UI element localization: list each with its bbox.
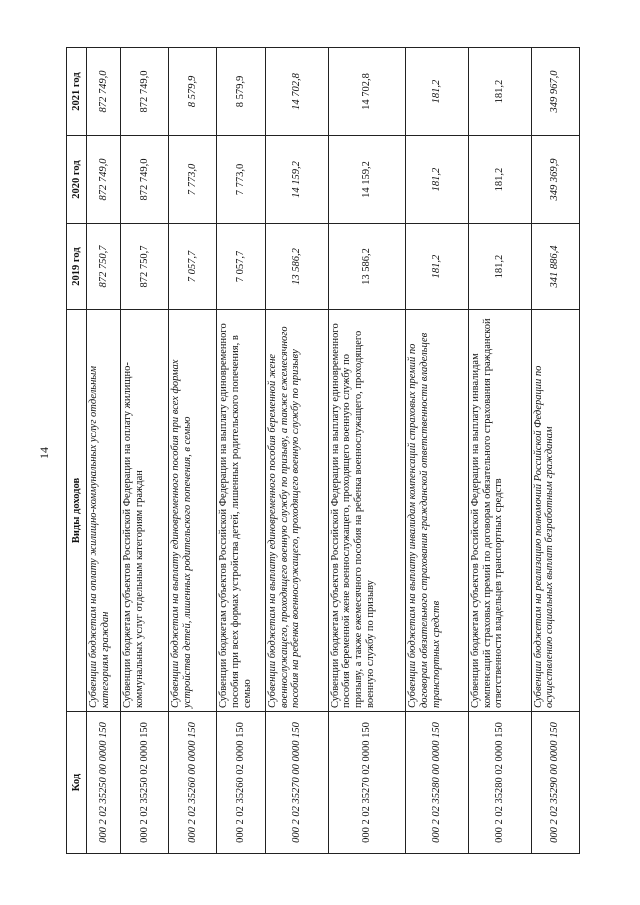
row-value-2019: 13 586,2 — [265, 224, 328, 310]
row-value-2020: 872 749,0 — [120, 136, 168, 224]
row-value-2020: 872 749,0 — [87, 136, 121, 224]
rotated-table-frame — [66, 48, 580, 854]
row-value-2021: 872 749,0 — [87, 48, 121, 136]
row-value-2020: 349 369,9 — [531, 136, 579, 224]
header-revenue-type: Виды доходов — [67, 310, 87, 712]
row-value-2020: 14 159,2 — [265, 136, 328, 224]
header-code: Код — [67, 712, 87, 854]
row-value-2020: 7 773,0 — [217, 136, 265, 224]
row-code: 000 2 02 35290 00 0000 150 — [531, 712, 579, 854]
row-revenue-type: Субвенции бюджетам на выплату единовременного пособия при всех формах устройства детей, лишенных родительского попечения, в семью — [169, 310, 217, 712]
row-code: 000 2 02 35250 02 0000 150 — [120, 712, 168, 854]
row-revenue-type: Субвенции бюджетам субъектов Российской Федерации на выплату инвалидам компенсаций страховых премий по договорам обязательного страхования гражданской ответственности владельцев транспортных средств — [468, 310, 531, 712]
row-value-2019: 7 057,7 — [217, 224, 265, 310]
row-code: 000 2 02 35270 02 0000 150 — [328, 712, 405, 854]
table-row — [468, 48, 531, 854]
row-value-2020: 181,2 — [405, 136, 468, 224]
budget-revenue-table — [66, 47, 580, 854]
row-value-2019: 13 586,2 — [328, 224, 405, 310]
table-row — [531, 48, 579, 854]
header-2021: 2021 год — [67, 48, 87, 136]
table-row — [328, 48, 405, 854]
table-row — [120, 48, 168, 854]
row-value-2019: 872 750,7 — [120, 224, 168, 310]
row-value-2021: 349 967,0 — [531, 48, 579, 136]
row-code: 000 2 02 35260 02 0000 150 — [217, 712, 265, 854]
table-row — [169, 48, 217, 854]
table-body — [87, 48, 580, 854]
budget-table-container — [66, 48, 580, 854]
row-code: 000 2 02 35280 00 0000 150 — [405, 712, 468, 854]
row-value-2020: 7 773,0 — [169, 136, 217, 224]
table-row — [405, 48, 468, 854]
row-revenue-type: Субвенции бюджетам субъектов Российской Федерации на выплату единовременного пособия при всех формах устройства детей, лишенных родительского попечения, в семью — [217, 310, 265, 712]
row-revenue-type: Субвенции бюджетам субъектов Российской Федерации на оплату жилищно-коммунальных услуг отдельным категориям граждан — [120, 310, 168, 712]
row-value-2020: 14 159,2 — [328, 136, 405, 224]
table-row — [217, 48, 265, 854]
row-value-2021: 14 702,8 — [328, 48, 405, 136]
table-row — [265, 48, 328, 854]
table-header-row — [67, 48, 87, 854]
row-value-2020: 181,2 — [468, 136, 531, 224]
row-value-2019: 181,2 — [405, 224, 468, 310]
page-number: 14 — [37, 447, 51, 459]
row-revenue-type: Субвенции бюджетам на реализацию полномочий Российской Федерации по осуществлению социальных выплат безработным гражданам — [531, 310, 579, 712]
row-value-2021: 181,2 — [405, 48, 468, 136]
row-value-2019: 7 057,7 — [169, 224, 217, 310]
table-row — [87, 48, 121, 854]
row-value-2021: 8 579,9 — [217, 48, 265, 136]
row-value-2021: 181,2 — [468, 48, 531, 136]
row-value-2019: 872 750,7 — [87, 224, 121, 310]
row-code: 000 2 02 35270 00 0000 150 — [265, 712, 328, 854]
row-code: 000 2 02 35280 02 0000 150 — [468, 712, 531, 854]
header-2019: 2019 год — [67, 224, 87, 310]
row-value-2021: 14 702,8 — [265, 48, 328, 136]
row-revenue-type: Субвенции бюджетам на выплату единовременного пособия беременной жене военнослужащего, проходящего военную службу по призыву, а также ежемесячного пособия на ребенка военнослужащего, проходящего военную службу по призыву — [265, 310, 328, 712]
header-2020: 2020 год — [67, 136, 87, 224]
row-value-2019: 181,2 — [468, 224, 531, 310]
row-revenue-type: Субвенции бюджетам на оплату жилищно-коммунальных услуг отдельным категориям граждан — [87, 310, 121, 712]
row-revenue-type: Субвенции бюджетам на выплату инвалидам компенсаций страховых премий по договорам обязательного страхования гражданской ответственности владельцев транспортных средств — [405, 310, 468, 712]
row-value-2019: 341 886,4 — [531, 224, 579, 310]
row-revenue-type: Субвенции бюджетам субъектов Российской Федерации на выплату единовременного пособия беременной жене военнослужащего, проходящего военную службу по призыву, а также ежемесячного пособия на ребенка военнослужащего, проходящего военную службу по призыву — [328, 310, 405, 712]
row-code: 000 2 02 35260 00 0000 150 — [169, 712, 217, 854]
row-value-2021: 8 579,9 — [169, 48, 217, 136]
row-value-2021: 872 749,0 — [120, 48, 168, 136]
row-code: 000 2 02 35250 00 0000 150 — [87, 712, 121, 854]
